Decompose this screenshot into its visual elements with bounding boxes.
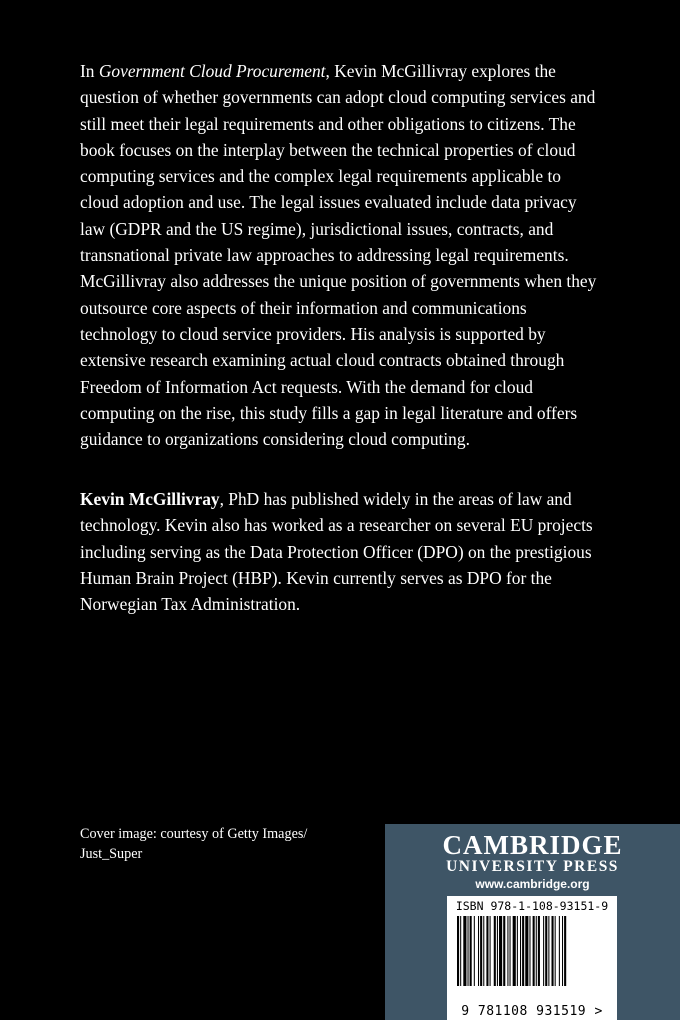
publisher-url: www.cambridge.org [475, 877, 590, 891]
book-title: Government Cloud Procurement [98, 61, 326, 81]
publisher-name: CAMBRIDGE [442, 830, 623, 860]
blurb-text: , Kevin McGillivray explores the question of whether governments can adopt cloud computing services and still meet their legal requirements and other obligations to citizens. The book focuses on the interplay between the technical properties of cloud computing services and the complex legal requirements applicable to cloud adoption and use. The legal issues evaluated include data privacy law (GDPR and the US regime), jurisdictional issues, contracts, and transnational private law approaches to addressing legal requirements. McGillivray also addresses the unique position of governments when they outsource core aspects of their information and communications technology to cloud service providers. His analysis is supported by extensive research examining actual cloud contracts obtained through Freedom of Information Act requests. With the demand for cloud computing on the rise, this study fills a gap in legal literature and offers guidance to organizations considering cloud computing. [80, 61, 597, 450]
credit-line-2: Just_Super [80, 846, 143, 862]
author-name: Kevin McGillivray [80, 489, 220, 509]
barcode-digits: 9 781108 931519 > [461, 1004, 603, 1019]
credit-line-1: Cover image: courtesy of Getty Images/ [80, 826, 308, 842]
barcode-icon [453, 916, 611, 1004]
cover-credit [80, 824, 340, 864]
book-description [80, 58, 600, 452]
author-bio [80, 486, 610, 617]
publisher-panel [385, 824, 680, 1020]
isbn-label: ISBN 978-1-108-93151-9 [455, 899, 609, 913]
bio-text: , PhD has published widely in the areas of law and technology. Kevin also has worked as a researcher on several EU projects including serving as the Data Protection Officer (DPO) on the prestigious Human Brain Project (HBP). Kevin currently serves as DPO for the Norwegian Tax Administration. [80, 489, 593, 615]
blurb-intro: In [80, 61, 99, 81]
publisher-subtitle: UNIVERSITY PRESS [446, 858, 619, 875]
barcode-box [447, 896, 617, 1020]
